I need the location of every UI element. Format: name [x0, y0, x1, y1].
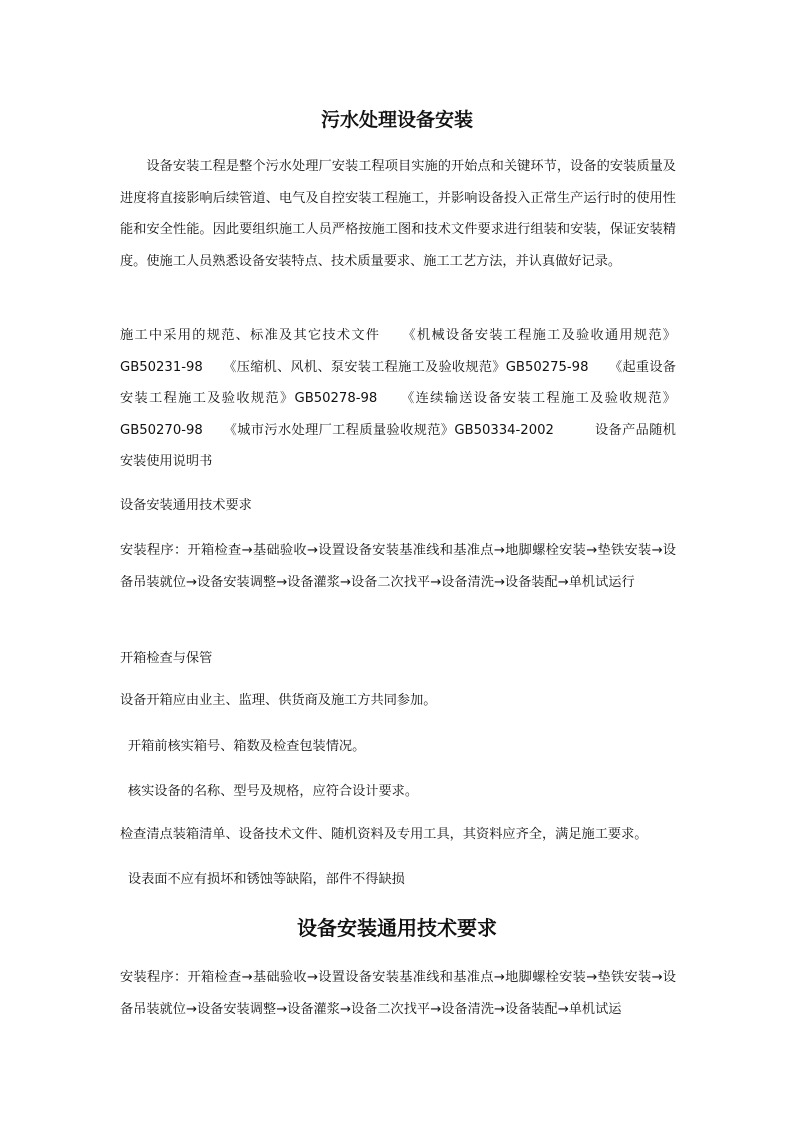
section-title: 设备安装通用技术要求 — [297, 916, 497, 940]
unpack-item: 检查清点装箱清单、设备技术文件、随机资料及专用工具，其资料应齐全，满足施工要求。 — [120, 827, 648, 842]
procedure-paragraph-repeat: 安装程序：开箱检查→基础验收→设置设备安装基准线和基准点→地脚螺栓安装→垫铁安装→设备吊装就位→设备安装调整→设备灌浆→设备二次找平→设备清洗→设备装配→单机试运 — [120, 970, 676, 1017]
section-heading: 设备安装通用技术要求 — [120, 498, 252, 513]
standards-paragraph: 施工中采用的规范、标准及其它技术文件 《机械设备安装工程施工及验收通用规范》GB50231-98 《压缩机、风机、泵安装工程施工及验收规范》GB50275-98 《起重设备安装工程施工及验收规范》GB50278-98 《连续输送设备安装工程施工及验收规范》GB50270-98 《城市污水处理厂工程质量验收规范》GB50334-2002 设备产品随机安装使用说明书 — [120, 328, 676, 469]
unpack-item: 设表面不应有损坏和锈蚀等缺陷，部件不得缺损 — [127, 872, 405, 887]
intro-paragraph: 设备安装工程是整个污水处理厂安装工程项目实施的开始点和关键环节，设备的安装质量及进度将直接影响后续管道、电气及自控安装工程施工，并影响设备投入正常生产运行时的使用性能和安全性能。因此要组织施工人员严格按施工图和技术文件要求进行组装和安装，保证安装精度。使施工人员熟悉设备安装特点、技术质量要求、施工工艺方法，并认真做好记录。 — [120, 159, 676, 269]
unpack-item: 设备开箱应由业主、监理、供货商及施工方共同参加。 — [120, 693, 437, 708]
unpack-item: 核实设备的名称、型号及规格，应符合设计要求。 — [127, 784, 419, 799]
procedure-paragraph: 安装程序：开箱检查→基础验收→设置设备安装基准线和基准点→地脚螺栓安装→垫铁安装→设备吊装就位→设备安装调整→设备灌浆→设备二次找平→设备清洗→设备装配→单机试运行 — [120, 543, 676, 590]
unpack-item: 开箱前核实箱号、箱数及检查包装情况。 — [127, 739, 366, 754]
unpack-heading: 开箱检查与保管 — [120, 651, 213, 666]
document-title: 污水处理设备安装 — [320, 109, 473, 131]
